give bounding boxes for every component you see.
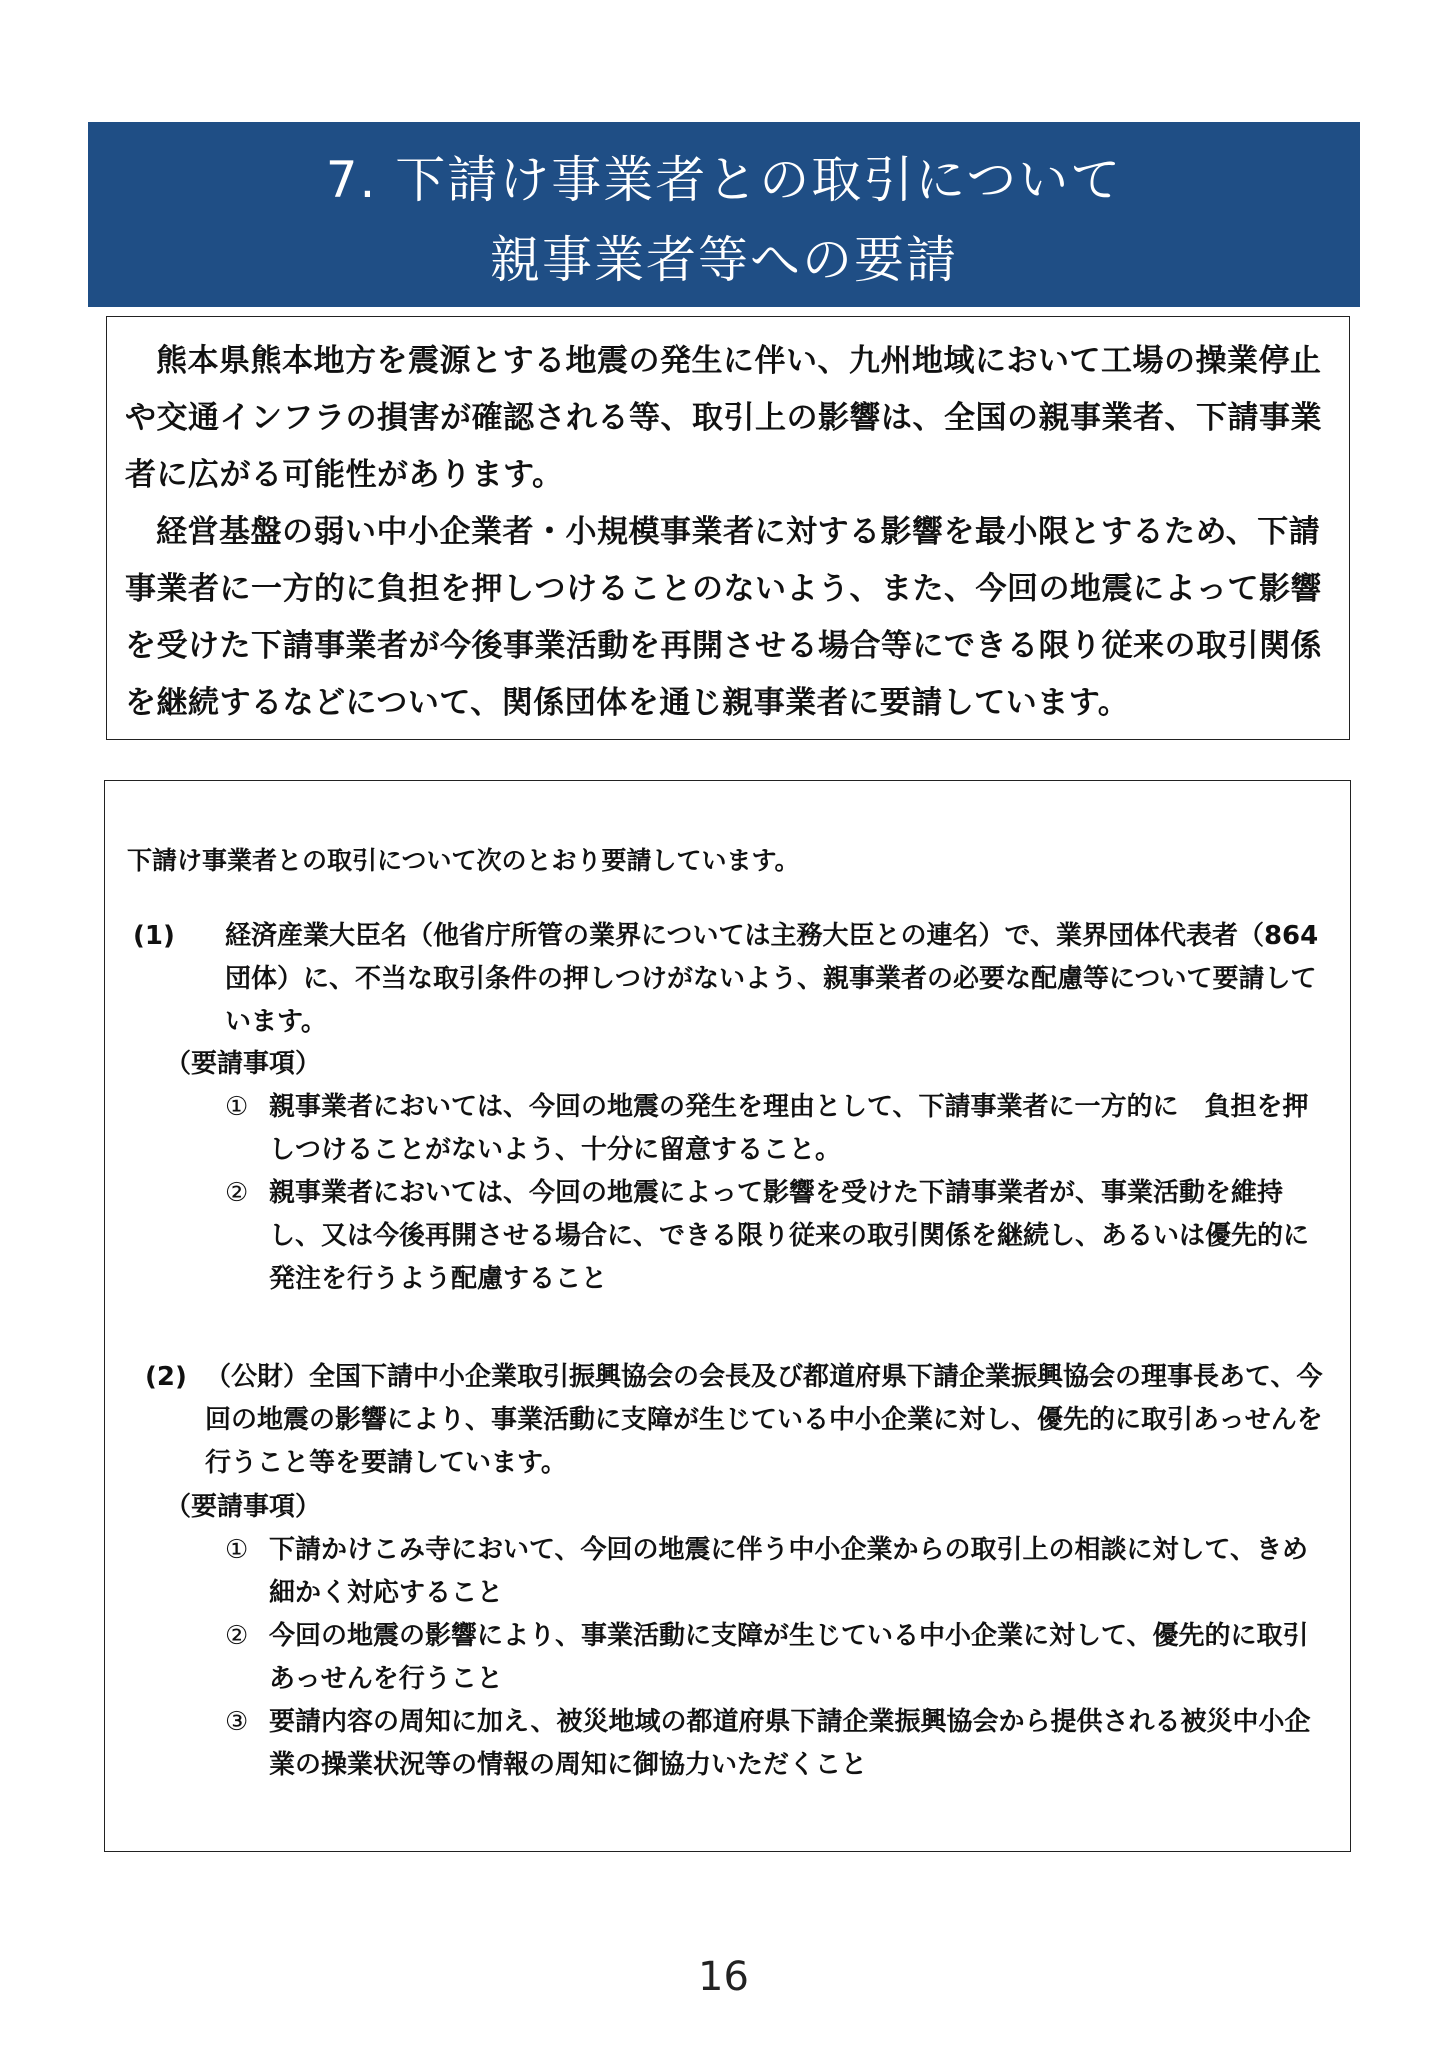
details-lead: 下請け事業者との取引について次のとおり要請しています。 — [127, 846, 800, 875]
intro-box — [106, 316, 1350, 740]
item-text: 親事業者においては、今回の地震の発生を理由として、下請事業者に一方的に 負担を押しつけることがないよう、十分に留意すること。 — [269, 1092, 1309, 1165]
item-text: 親事業者においては、今回の地震によって影響を受けた下請事業者が、事業活動を維持し、又は今後再開させる場合に、できる限り従来の取引関係を継続し、あるいは優先的に発注を行うよう配慮すること — [269, 1178, 1310, 1294]
item-marker: ② — [225, 1178, 249, 1208]
page-title: 7. 下請け事業者との取引について — [325, 151, 1123, 209]
section-2-number: (2) — [145, 1362, 187, 1392]
intro-paragraph-2: 経営基盤の弱い中小企業者・小規模事業者に対する影響を最小限とするため、下請事業者に一方的に負担を押しつけることのないよう、また、今回の地震によって影響を受けた下請事業者が今後事業活動を再開させる場合等にできる限り従来の取引関係を継続するなどについて、関係団体を通じ親事業者に要請しています。 — [125, 514, 1322, 721]
section-1 — [133, 915, 1332, 1044]
request-details-box — [104, 780, 1351, 1852]
section-2-item-3 — [225, 1701, 1332, 1787]
item-text: 要請内容の周知に加え、被災地域の都道府県下請企業振興協会から提供される被災中小企業の操業状況等の情報の周知に御協力いただくこと — [269, 1707, 1311, 1780]
section-1-item-1 — [225, 1086, 1332, 1172]
section-1-number: (1) — [133, 921, 175, 951]
section-2-text: （公財）全国下請中小企業取引振興協会の会長及び都道府県下請企業振興協会の理事長あて、今回の地震の影響により、事業活動に支障が生じている中小企業に対し、優先的に取引あっせんを行うこと等を要請しています。 — [205, 1362, 1323, 1478]
item-marker: ② — [225, 1621, 249, 1651]
section-1-text: 経済産業大臣名（他省庁所管の業界については主務大臣との連名）で、業界団体代表者（864 団体）に、不当な取引条件の押しつけがないよう、親事業者の必要な配慮等について要請しています。 — [225, 921, 1319, 1037]
item-marker: ① — [225, 1535, 249, 1565]
section-2-subheading: （要請事項） — [165, 1492, 322, 1522]
section-2-item-2 — [225, 1615, 1332, 1701]
intro-paragraph-1: 熊本県熊本地方を震源とする地震の発生に伴い、九州地域において工場の操業停止や交通インフラの損害が確認される等、取引上の影響は、全国の親事業者、下請事業者に広がる可能性があります。 — [125, 343, 1322, 493]
section-2-item-1 — [225, 1529, 1332, 1615]
item-text: 今回の地震の影響により、事業活動に支障が生じている中小企業に対して、優先的に取引あっせんを行うこと — [269, 1621, 1309, 1694]
item-marker: ③ — [225, 1707, 249, 1737]
item-marker: ① — [225, 1092, 249, 1122]
item-text: 下請かけこみ寺において、今回の地震に伴う中小企業からの取引上の相談に対して、きめ細かく対応すること — [269, 1535, 1308, 1608]
title-banner — [88, 122, 1360, 307]
page-subtitle: 親事業者等への要請 — [490, 231, 958, 289]
section-1-subheading: （要請事項） — [165, 1049, 322, 1079]
section-1-item-2 — [225, 1172, 1332, 1301]
page-number: 16 — [698, 1954, 749, 2000]
section-2 — [145, 1356, 1332, 1485]
